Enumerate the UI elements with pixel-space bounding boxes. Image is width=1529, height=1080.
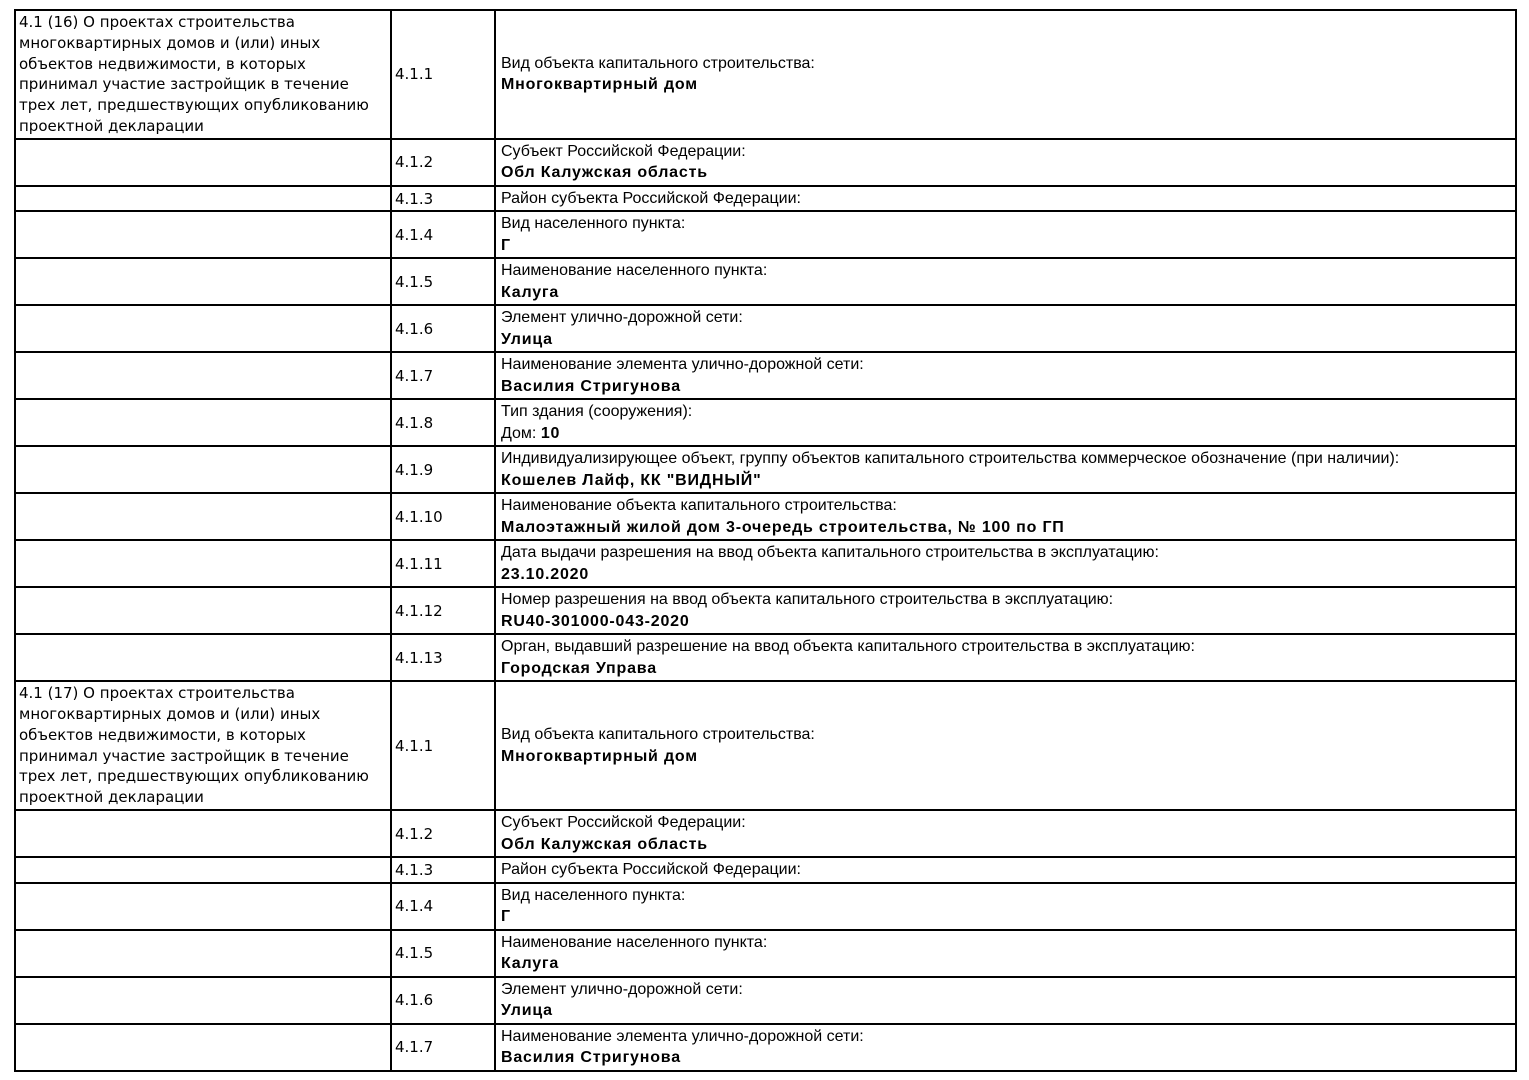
field-cell xyxy=(501,213,1446,256)
table-row xyxy=(15,139,1516,186)
row-number: 4.1.5 xyxy=(391,258,495,305)
field-cell xyxy=(501,859,1446,881)
field-value xyxy=(501,746,1446,768)
field-value-text: Обл Калужская область xyxy=(501,835,708,853)
row-content xyxy=(495,681,1516,810)
section-description xyxy=(15,399,391,446)
field-value-text: Г xyxy=(501,908,511,926)
table-row xyxy=(15,258,1516,305)
table-row xyxy=(15,540,1516,587)
row-number: 4.1.1 xyxy=(391,10,495,139)
table-row xyxy=(15,10,1516,139)
table-row xyxy=(15,930,1516,977)
field-label: Индивидуализирующее объект, группу объектов капитального строительства коммерческое обозначение (при наличии): xyxy=(501,450,1400,468)
row-content xyxy=(495,305,1516,352)
section-description xyxy=(15,258,391,305)
row-content xyxy=(495,540,1516,587)
field-cell xyxy=(501,979,1446,1022)
field-value-text: Многоквартирный дом xyxy=(501,747,698,765)
row-number: 4.1.9 xyxy=(391,446,495,493)
field-value-text: 23.10.2020 xyxy=(501,565,590,583)
field-label: Вид населенного пункта: xyxy=(501,215,686,233)
section-description xyxy=(15,305,391,352)
field-value-text: Многоквартирный дом xyxy=(501,76,698,94)
row-number: 4.1.5 xyxy=(391,930,495,977)
section-description xyxy=(15,186,391,212)
table-row xyxy=(15,857,1516,883)
field-label: Номер разрешения на ввод объекта капитального строительства в эксплуатацию: xyxy=(501,591,1114,609)
field-cell xyxy=(501,542,1446,585)
field-cell xyxy=(501,885,1446,928)
section-description xyxy=(15,139,391,186)
field-value-prefix: Дом: xyxy=(501,424,541,442)
row-number: 4.1.6 xyxy=(391,977,495,1024)
field-cell xyxy=(501,141,1446,184)
field-value-text: Василия Стригунова xyxy=(501,377,681,395)
field-value xyxy=(501,564,1446,586)
field-value xyxy=(501,611,1446,633)
field-label: Дата выдачи разрешения на ввод объекта капитального строительства в эксплуатацию: xyxy=(501,544,1159,562)
row-content xyxy=(495,352,1516,399)
field-label: Наименование элемента улично-дорожной сети: xyxy=(501,356,864,374)
field-label: Элемент улично-дорожной сети: xyxy=(501,309,743,327)
table-row xyxy=(15,810,1516,857)
field-value-text: Улица xyxy=(501,330,553,348)
table-row xyxy=(15,1024,1516,1071)
row-content xyxy=(495,810,1516,857)
row-content xyxy=(495,399,1516,446)
field-value-text: Василия Стригунова xyxy=(501,1049,681,1067)
table-row xyxy=(15,352,1516,399)
table-row xyxy=(15,446,1516,493)
table-row xyxy=(15,634,1516,681)
field-value-text: Калуга xyxy=(501,955,560,973)
field-label: Орган, выдавший разрешение на ввод объекта капитального строительства в эксплуатацию: xyxy=(501,638,1195,656)
row-content xyxy=(495,186,1516,212)
field-value-text: Улица xyxy=(501,1002,553,1020)
table-row xyxy=(15,883,1516,930)
row-content xyxy=(495,977,1516,1024)
field-cell xyxy=(501,636,1446,679)
table-row xyxy=(15,399,1516,446)
row-content xyxy=(495,587,1516,634)
section-description xyxy=(15,540,391,587)
row-content xyxy=(495,258,1516,305)
field-label: Субъект Российской Федерации: xyxy=(501,142,746,160)
row-number: 4.1.4 xyxy=(391,211,495,258)
table-body xyxy=(15,10,1516,1071)
row-number: 4.1.10 xyxy=(391,493,495,540)
row-content xyxy=(495,493,1516,540)
field-label: Наименование элемента улично-дорожной сети: xyxy=(501,1027,864,1045)
field-value xyxy=(501,517,1446,539)
field-value-text: Калуга xyxy=(501,283,560,301)
field-value-text: 10 xyxy=(540,424,561,442)
field-cell xyxy=(501,448,1446,491)
section-description xyxy=(15,352,391,399)
table-row xyxy=(15,305,1516,352)
field-cell xyxy=(501,188,1446,210)
field-value-text: RU40-301000-043-2020 xyxy=(501,612,690,630)
row-content xyxy=(495,634,1516,681)
table-row xyxy=(15,977,1516,1024)
table-row xyxy=(15,493,1516,540)
row-number: 4.1.3 xyxy=(391,186,495,212)
field-cell xyxy=(501,812,1446,855)
table-row xyxy=(15,211,1516,258)
field-value xyxy=(501,376,1446,398)
field-cell xyxy=(501,307,1446,350)
field-value xyxy=(501,282,1446,304)
field-label: Район субъекта Российской Федерации: xyxy=(501,861,801,879)
row-number: 4.1.8 xyxy=(391,399,495,446)
row-number: 4.1.2 xyxy=(391,139,495,186)
field-label: Вид объекта капитального строительства: xyxy=(501,726,815,744)
field-cell xyxy=(501,589,1446,632)
row-number: 4.1.11 xyxy=(391,540,495,587)
field-label: Район субъекта Российской Федерации: xyxy=(501,189,801,207)
row-number: 4.1.13 xyxy=(391,634,495,681)
section-description xyxy=(15,211,391,258)
field-label: Наименование объекта капитального строительства: xyxy=(501,497,897,515)
field-cell xyxy=(501,53,1446,96)
section-description xyxy=(15,857,391,883)
section-description xyxy=(15,810,391,857)
section-description xyxy=(15,493,391,540)
field-cell xyxy=(501,932,1446,975)
field-label: Субъект Российской Федерации: xyxy=(501,814,746,832)
section-description xyxy=(15,634,391,681)
row-number: 4.1.1 xyxy=(391,681,495,810)
field-value-text: Малоэтажный жилой дом 3-очередь строительства, № 100 по ГП xyxy=(501,518,1065,536)
field-value xyxy=(501,235,1446,257)
field-value xyxy=(501,834,1446,856)
row-content xyxy=(495,446,1516,493)
row-number: 4.1.3 xyxy=(391,857,495,883)
field-label: Наименование населенного пункта: xyxy=(501,933,768,951)
field-cell xyxy=(501,1026,1446,1069)
row-number: 4.1.12 xyxy=(391,587,495,634)
row-number: 4.1.6 xyxy=(391,305,495,352)
field-value xyxy=(501,906,1446,928)
field-label: Наименование населенного пункта: xyxy=(501,262,768,280)
field-value xyxy=(501,74,1446,96)
field-label: Вид объекта капитального строительства: xyxy=(501,54,815,72)
row-content xyxy=(495,930,1516,977)
section-description xyxy=(15,446,391,493)
section-description xyxy=(15,977,391,1024)
field-label: Тип здания (сооружения): xyxy=(501,403,693,421)
field-cell xyxy=(501,495,1446,538)
field-cell xyxy=(501,401,1446,444)
field-cell xyxy=(501,354,1446,397)
row-content xyxy=(495,211,1516,258)
row-number: 4.1.7 xyxy=(391,1024,495,1071)
section-description xyxy=(15,1024,391,1071)
field-value-text: Г xyxy=(501,236,511,254)
field-value xyxy=(501,423,1446,445)
field-value xyxy=(501,1000,1446,1022)
section-description: 4.1 (17) О проектах строительства многоквартирных домов и (или) иных объектов недвижимости, в которых принимал участие застройщик в течение трех лет, предшествующих опубликованию проектной декларации xyxy=(15,681,391,810)
row-number: 4.1.2 xyxy=(391,810,495,857)
field-label: Элемент улично-дорожной сети: xyxy=(501,980,743,998)
table-row xyxy=(15,186,1516,212)
row-content xyxy=(495,10,1516,139)
row-content xyxy=(495,857,1516,883)
row-content xyxy=(495,139,1516,186)
project-declaration-table xyxy=(14,9,1517,1072)
section-description: 4.1 (16) О проектах строительства многоквартирных домов и (или) иных объектов недвижимости, в которых принимал участие застройщик в течение трех лет, предшествующих опубликованию проектной декларации xyxy=(15,10,391,139)
field-value xyxy=(501,658,1446,680)
section-description xyxy=(15,930,391,977)
field-value xyxy=(501,329,1446,351)
field-value xyxy=(501,162,1446,184)
section-description xyxy=(15,883,391,930)
row-number: 4.1.7 xyxy=(391,352,495,399)
field-cell xyxy=(501,260,1446,303)
section-description xyxy=(15,587,391,634)
field-label: Вид населенного пункта: xyxy=(501,886,686,904)
field-value-text: Городская Управа xyxy=(501,659,657,677)
row-content xyxy=(495,883,1516,930)
field-value xyxy=(501,953,1446,975)
field-value xyxy=(501,470,1446,492)
field-value-text: Кошелев Лайф, КК "ВИДНЫЙ" xyxy=(501,471,762,489)
table-row xyxy=(15,587,1516,634)
field-value xyxy=(501,1047,1446,1069)
row-content xyxy=(495,1024,1516,1071)
field-value-text: Обл Калужская область xyxy=(501,164,708,182)
row-number: 4.1.4 xyxy=(391,883,495,930)
field-cell xyxy=(501,724,1446,767)
table-row xyxy=(15,681,1516,810)
